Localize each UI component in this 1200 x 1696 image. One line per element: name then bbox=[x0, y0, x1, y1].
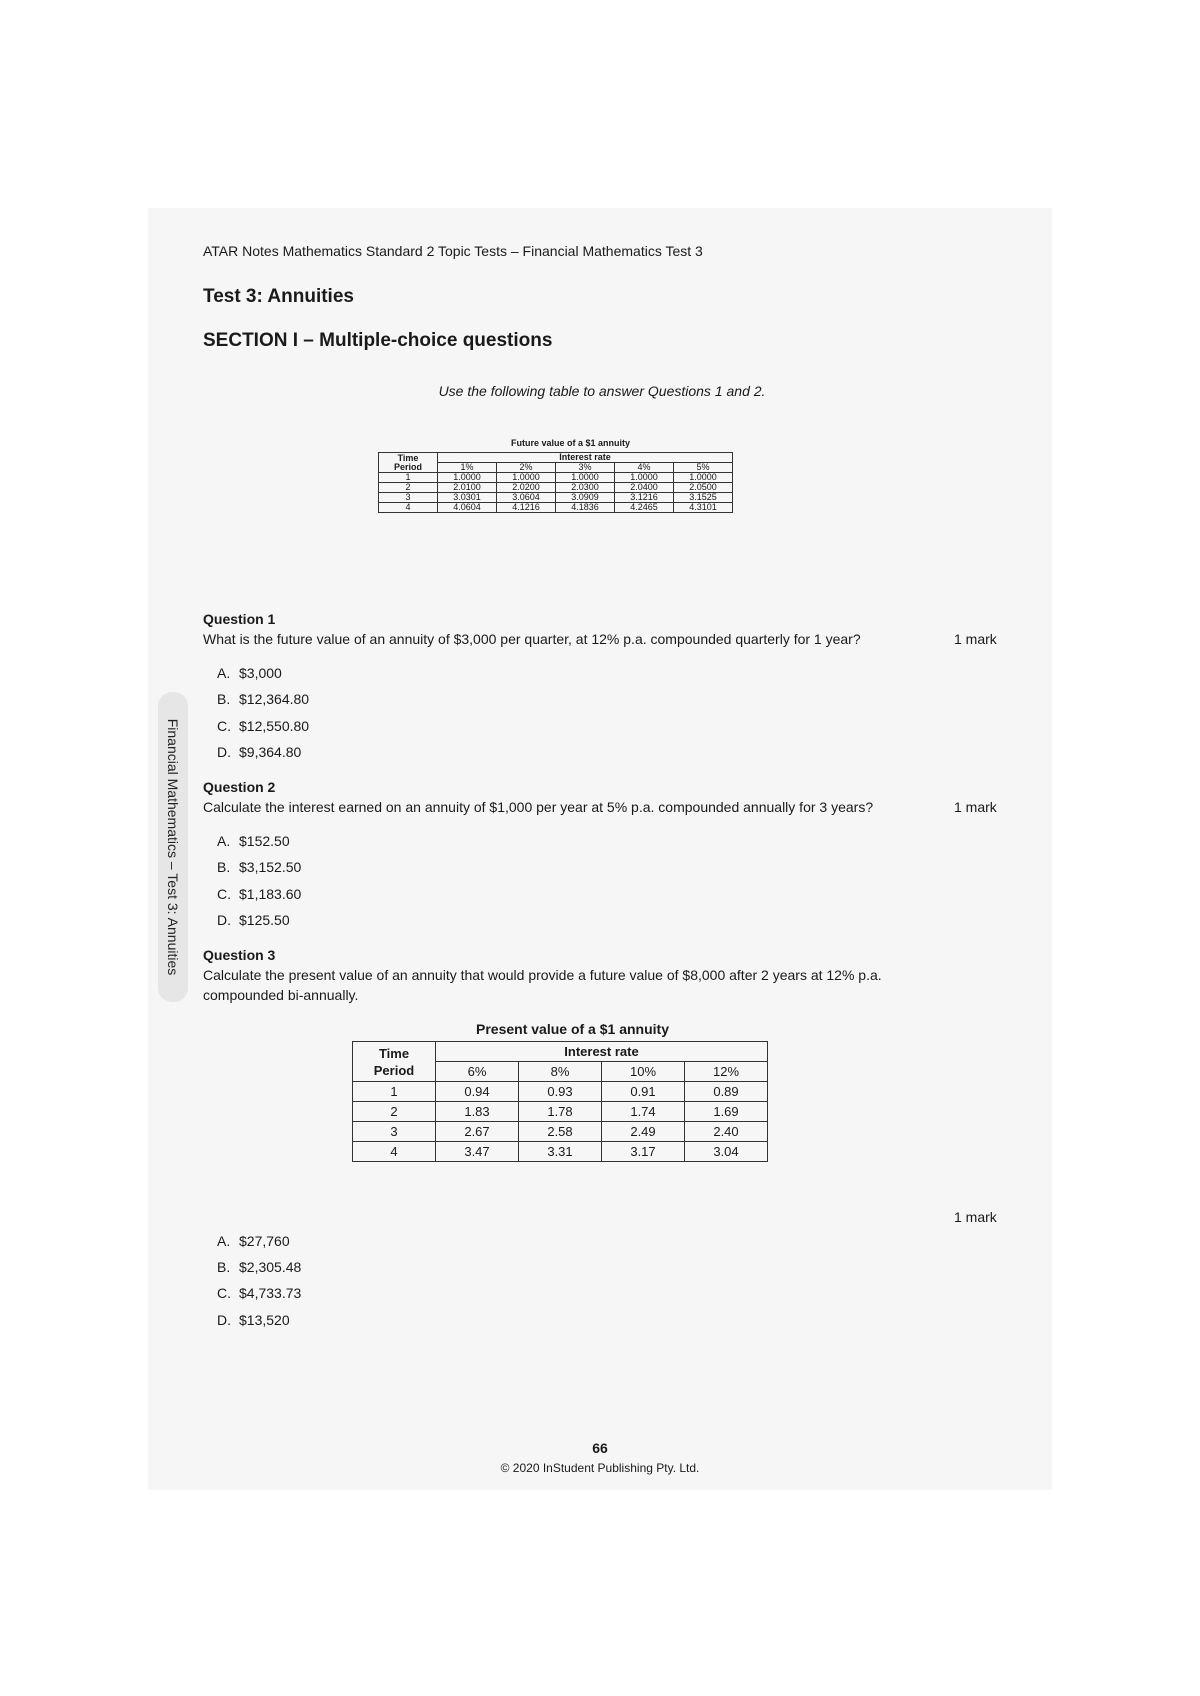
option-letter: C. bbox=[217, 886, 231, 902]
pv-cell: 1.78 bbox=[519, 1102, 602, 1122]
question-1-option-a[interactable] bbox=[217, 665, 282, 681]
pv-cell: 1.69 bbox=[685, 1102, 768, 1122]
option-text: $4,733.73 bbox=[239, 1285, 302, 1301]
pv-table bbox=[352, 1041, 768, 1162]
question-2-option-d[interactable] bbox=[217, 912, 290, 928]
option-letter: B. bbox=[217, 691, 231, 707]
table-row bbox=[353, 1122, 768, 1142]
table-row bbox=[353, 1142, 768, 1162]
option-letter: D. bbox=[217, 1312, 231, 1328]
pv-table-caption: Present value of a $1 annuity bbox=[476, 1021, 669, 1037]
fv-cell: 1.0000 bbox=[438, 473, 497, 483]
instruction-text: Use the following table to answer Questions 1 and 2. bbox=[438, 383, 766, 399]
option-text: $125.50 bbox=[239, 912, 290, 928]
pv-cell: 2 bbox=[353, 1102, 436, 1122]
pv-cell: 3.04 bbox=[685, 1142, 768, 1162]
fv-cell: 4.3101 bbox=[674, 503, 733, 513]
fv-cell: 1.0000 bbox=[556, 473, 615, 483]
question-2-option-c[interactable] bbox=[217, 886, 301, 902]
question-2-option-a[interactable] bbox=[217, 833, 290, 849]
option-text: $27,760 bbox=[239, 1233, 290, 1249]
question-2-text: Calculate the interest earned on an annuity of $1,000 per year at 5% p.a. compounded annually for 3 years? bbox=[203, 799, 874, 815]
pv-rate-cell: 12% bbox=[685, 1062, 768, 1082]
question-1-option-c[interactable] bbox=[217, 718, 309, 734]
option-text: $3,000 bbox=[239, 665, 282, 681]
pv-time-label: Time bbox=[378, 1045, 410, 1061]
pv-cell: 3.17 bbox=[602, 1142, 685, 1162]
question-2-marks: 1 mark bbox=[954, 799, 997, 815]
fv-cell: 2 bbox=[379, 483, 438, 493]
page-number: 66 bbox=[592, 1440, 608, 1456]
question-2-title: Question 2 bbox=[203, 779, 276, 795]
option-text: $152.50 bbox=[239, 833, 290, 849]
question-1-marks: 1 mark bbox=[954, 631, 997, 647]
fv-cell: 3.0604 bbox=[497, 493, 556, 503]
fv-cell: 3 bbox=[379, 493, 438, 503]
fv-rate-cell: 4% bbox=[615, 463, 674, 473]
fv-time-label: Time bbox=[397, 452, 419, 463]
table-row bbox=[353, 1102, 768, 1122]
option-text: $13,520 bbox=[239, 1312, 290, 1328]
option-text: $12,550.80 bbox=[239, 718, 310, 734]
pv-cell: 0.93 bbox=[519, 1082, 602, 1102]
fv-table bbox=[378, 452, 733, 513]
fv-cell: 3.1216 bbox=[615, 493, 674, 503]
pv-cell: 0.94 bbox=[436, 1082, 519, 1102]
pv-cell: 0.91 bbox=[602, 1082, 685, 1102]
question-3-marks: 1 mark bbox=[954, 1209, 997, 1225]
side-tab-label: Financial Mathematics – Test 3: Annuities bbox=[165, 718, 181, 976]
pv-cell: 1.74 bbox=[602, 1102, 685, 1122]
question-3-text-line-1: Calculate the present value of an annuity that would provide a future value of $8,000 after 2 years at 12% p.a. bbox=[203, 967, 882, 983]
pv-cell: 0.89 bbox=[685, 1082, 768, 1102]
question-3-option-d[interactable] bbox=[217, 1312, 290, 1328]
pv-rate-cell: 8% bbox=[519, 1062, 602, 1082]
section-title: SECTION I – Multiple-choice questions bbox=[203, 330, 553, 351]
pv-rate-header: Interest rate bbox=[436, 1042, 768, 1062]
question-1-title: Question 1 bbox=[203, 611, 276, 627]
table-row bbox=[379, 483, 733, 493]
fv-cell: 1.0000 bbox=[615, 473, 674, 483]
question-2-option-b[interactable] bbox=[217, 859, 301, 875]
question-3-text-line-2: compounded bi-annually. bbox=[203, 987, 359, 1003]
option-letter: A. bbox=[217, 833, 231, 849]
option-letter: C. bbox=[217, 1285, 231, 1301]
question-3-option-b[interactable] bbox=[217, 1259, 301, 1275]
option-letter: B. bbox=[217, 859, 231, 875]
pv-cell: 2.49 bbox=[602, 1122, 685, 1142]
fv-rate-header: Interest rate bbox=[438, 453, 733, 463]
question-3-option-c[interactable] bbox=[217, 1285, 301, 1301]
option-text: $1,183.60 bbox=[239, 886, 302, 902]
pv-cell: 3.31 bbox=[519, 1142, 602, 1162]
fv-rate-cell: 3% bbox=[556, 463, 615, 473]
fv-rate-cell: 5% bbox=[674, 463, 733, 473]
option-letter: D. bbox=[217, 912, 231, 928]
pv-rate-cell: 6% bbox=[436, 1062, 519, 1082]
fv-cell: 4.1836 bbox=[556, 503, 615, 513]
question-1-option-b[interactable] bbox=[217, 691, 309, 707]
fv-cell: 2.0300 bbox=[556, 483, 615, 493]
fv-cell: 2.0400 bbox=[615, 483, 674, 493]
option-letter: A. bbox=[217, 1233, 231, 1249]
option-text: $12,364.80 bbox=[239, 691, 310, 707]
fv-cell: 1 bbox=[379, 473, 438, 483]
option-text: $9,364.80 bbox=[239, 744, 302, 760]
pv-cell: 3.47 bbox=[436, 1142, 519, 1162]
pv-period-label: Period bbox=[373, 1062, 415, 1078]
pv-cell: 3 bbox=[353, 1122, 436, 1142]
pv-cell: 2.67 bbox=[436, 1122, 519, 1142]
fv-cell: 2.0500 bbox=[674, 483, 733, 493]
fv-cell: 2.0100 bbox=[438, 483, 497, 493]
copyright-notice: © 2020 InStudent Publishing Pty. Ltd. bbox=[500, 1461, 700, 1475]
pv-cell: 2.40 bbox=[685, 1122, 768, 1142]
option-text: $3,152.50 bbox=[239, 859, 302, 875]
option-text: $2,305.48 bbox=[239, 1259, 302, 1275]
fv-rate-cell: 1% bbox=[438, 463, 497, 473]
fv-cell: 4 bbox=[379, 503, 438, 513]
fv-cell: 3.0301 bbox=[438, 493, 497, 503]
option-letter: B. bbox=[217, 1259, 231, 1275]
pv-cell: 2.58 bbox=[519, 1122, 602, 1142]
fv-table-caption: Future value of a $1 annuity bbox=[510, 438, 631, 448]
fv-cell: 3.1525 bbox=[674, 493, 733, 503]
test-title: Test 3: Annuities bbox=[203, 286, 354, 307]
pv-rate-cell: 10% bbox=[602, 1062, 685, 1082]
pv-cell: 1.83 bbox=[436, 1102, 519, 1122]
pv-time-header bbox=[353, 1042, 436, 1082]
fv-period-label: Period bbox=[393, 461, 422, 472]
fv-cell: 4.1216 bbox=[497, 503, 556, 513]
table-instruction bbox=[0, 383, 1200, 399]
fv-cell: 4.0604 bbox=[438, 503, 497, 513]
question-3-title: Question 3 bbox=[203, 947, 276, 963]
fv-rate-cell: 2% bbox=[497, 463, 556, 473]
table-row bbox=[379, 493, 733, 503]
fv-cell: 1.0000 bbox=[674, 473, 733, 483]
table-row bbox=[379, 473, 733, 483]
option-letter: A. bbox=[217, 665, 231, 681]
fv-cell: 1.0000 bbox=[497, 473, 556, 483]
fv-time-header bbox=[379, 453, 438, 473]
fv-cell: 4.2465 bbox=[615, 503, 674, 513]
table-row bbox=[379, 503, 733, 513]
question-1-option-d[interactable] bbox=[217, 744, 301, 760]
question-1-text: What is the future value of an annuity of $3,000 per quarter, at 12% p.a. compounded quarterly for 1 year? bbox=[203, 631, 861, 647]
fv-cell: 3.0909 bbox=[556, 493, 615, 503]
option-letter: C. bbox=[217, 718, 231, 734]
pv-cell: 4 bbox=[353, 1142, 436, 1162]
pv-cell: 1 bbox=[353, 1082, 436, 1102]
question-3-option-a[interactable] bbox=[217, 1233, 290, 1249]
fv-cell: 2.0200 bbox=[497, 483, 556, 493]
option-letter: D. bbox=[217, 744, 231, 760]
running-header: ATAR Notes Mathematics Standard 2 Topic Tests – Financial Mathematics Test 3 bbox=[203, 243, 703, 259]
table-row bbox=[353, 1082, 768, 1102]
